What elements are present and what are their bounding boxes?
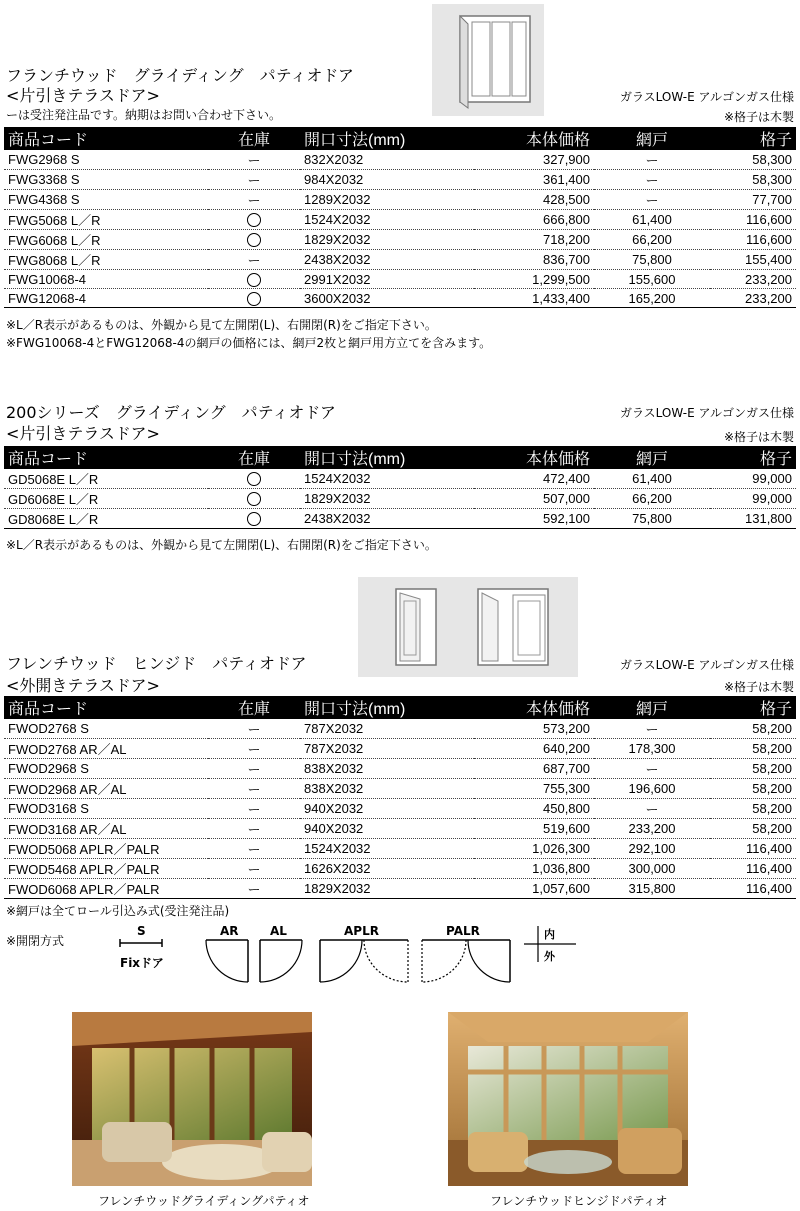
in-stock-mark	[247, 273, 261, 287]
cell-size: 832X2032	[300, 150, 474, 170]
cell-lattice: 58,200	[710, 779, 796, 799]
legend-palr-label: PALR	[446, 924, 480, 938]
al-swing-symbol	[258, 938, 304, 984]
header-price: 本体価格	[474, 446, 594, 469]
cell-stock: ー	[208, 150, 300, 170]
cell-stock: ー	[208, 839, 300, 859]
in-stock-mark	[247, 292, 261, 306]
cell-lattice: 58,300	[710, 150, 796, 170]
cell-screen: 300,000	[594, 859, 710, 879]
aplr-swing-symbol	[318, 938, 410, 984]
cell-price: 687,700	[474, 759, 594, 779]
cell-lattice: 58,300	[710, 170, 796, 190]
gliding-photo-caption: フレンチウッドグライディングパティオ	[98, 1194, 310, 1208]
table-row	[4, 759, 796, 779]
legend-fix-label: Fixドア	[120, 956, 164, 970]
cell-code: GD8068E L／R	[4, 509, 208, 529]
cell-size: 1524X2032	[300, 469, 474, 489]
table-row	[4, 719, 796, 739]
cell-screen: 196,600	[594, 779, 710, 799]
header-price: 本体価格	[474, 696, 594, 719]
table-row	[4, 230, 796, 250]
cell-price: 519,600	[474, 819, 594, 839]
cell-size: 1289X2032	[300, 190, 474, 210]
header-price: 本体価格	[474, 127, 594, 150]
table-row	[4, 270, 796, 289]
section1-footnote1: ※L／R表示があるものは、外観から見て左開閉(L)、右開閉(R)をご指定下さい。	[6, 318, 437, 332]
table-row	[4, 190, 796, 210]
table-row	[4, 819, 796, 839]
cell-code: FWOD6068 APLR／PALR	[4, 879, 208, 899]
table-row	[4, 779, 796, 799]
cell-price: 327,900	[474, 150, 594, 170]
cell-price: 666,800	[474, 210, 594, 230]
cell-lattice: 58,200	[710, 759, 796, 779]
cell-lattice: 77,700	[710, 190, 796, 210]
cell-lattice: 58,200	[710, 799, 796, 819]
cell-price: 592,100	[474, 509, 594, 529]
cell-size: 2438X2032	[300, 250, 474, 270]
table-row	[4, 799, 796, 819]
cell-lattice: 233,200	[710, 270, 796, 289]
cell-size: 1626X2032	[300, 859, 474, 879]
cell-code: FWOD2968 AR／AL	[4, 779, 208, 799]
cell-price: 1,026,300	[474, 839, 594, 859]
table-row	[4, 489, 796, 509]
cell-screen: 61,400	[594, 210, 710, 230]
cell-size: 984X2032	[300, 170, 474, 190]
cell-lattice: 58,200	[710, 719, 796, 739]
cell-stock	[208, 270, 300, 289]
cell-screen: 155,600	[594, 270, 710, 289]
cell-price: 507,000	[474, 489, 594, 509]
cell-size: 940X2032	[300, 799, 474, 819]
table-row	[4, 150, 796, 170]
cell-stock: ー	[208, 879, 300, 899]
cell-screen: 75,800	[594, 509, 710, 529]
cell-price: 361,400	[474, 170, 594, 190]
header-screen: 網戸	[594, 446, 710, 469]
cell-lattice: 116,600	[710, 210, 796, 230]
cell-stock	[208, 289, 300, 308]
cell-lattice: 116,400	[710, 879, 796, 899]
cell-stock: ー	[208, 250, 300, 270]
cell-price: 1,057,600	[474, 879, 594, 899]
cell-stock	[208, 230, 300, 250]
cell-size: 838X2032	[300, 779, 474, 799]
table-row	[4, 250, 796, 270]
cell-stock: ー	[208, 739, 300, 759]
gliding-door-image	[432, 4, 544, 116]
gliding-patio-photo	[72, 1012, 312, 1186]
cell-lattice: 131,800	[710, 509, 796, 529]
header-screen: 網戸	[594, 696, 710, 719]
header-stock: 在庫	[208, 696, 300, 719]
cell-screen: ー	[594, 799, 710, 819]
cell-lattice: 116,400	[710, 839, 796, 859]
cell-size: 787X2032	[300, 739, 474, 759]
hinged-door-image	[358, 577, 578, 677]
cell-screen: 233,200	[594, 819, 710, 839]
section1-spec: ガラスLOW-E アルゴンガス仕様	[620, 90, 794, 104]
cell-price: 718,200	[474, 230, 594, 250]
section1-table	[4, 127, 796, 308]
cell-stock: ー	[208, 779, 300, 799]
header-code: 商品コード	[4, 127, 208, 150]
cell-lattice: 99,000	[710, 489, 796, 509]
cell-screen: ー	[594, 719, 710, 739]
legend-aplr-label: APLR	[344, 924, 379, 938]
cell-price: 755,300	[474, 779, 594, 799]
cell-screen: 66,200	[594, 489, 710, 509]
section2-lattice-note: ※格子は木製	[723, 430, 794, 444]
header-size: 開口寸法(mm)	[300, 696, 474, 719]
cell-code: FWOD3168 S	[4, 799, 208, 819]
cell-screen: ー	[594, 759, 710, 779]
section3-title: フレンチウッド ヒンジド パティオドア	[6, 654, 307, 673]
table-row	[4, 739, 796, 759]
cell-price: 472,400	[474, 469, 594, 489]
cell-code: FWOD2968 S	[4, 759, 208, 779]
header-stock: 在庫	[208, 127, 300, 150]
cell-screen: 292,100	[594, 839, 710, 859]
cell-price: 450,800	[474, 799, 594, 819]
table-row	[4, 859, 796, 879]
header-lattice: 格子	[710, 446, 796, 469]
in-stock-mark	[247, 472, 261, 486]
header-code: 商品コード	[4, 446, 208, 469]
cell-code: FWOD2768 AR／AL	[4, 739, 208, 759]
table-row	[4, 509, 796, 529]
section2-table	[4, 446, 796, 529]
cell-size: 1829X2032	[300, 489, 474, 509]
cell-lattice: 99,000	[710, 469, 796, 489]
header-code: 商品コード	[4, 696, 208, 719]
cell-size: 1524X2032	[300, 210, 474, 230]
cell-code: FWOD5068 APLR／PALR	[4, 839, 208, 859]
cell-price: 1,036,800	[474, 859, 594, 879]
cell-stock: ー	[208, 859, 300, 879]
opening-legend	[0, 920, 800, 1000]
cell-screen: 66,200	[594, 230, 710, 250]
legend-label: ※開閉方式	[6, 934, 65, 948]
cell-price: 573,200	[474, 719, 594, 739]
table-header-row	[4, 696, 796, 719]
cell-stock: ー	[208, 759, 300, 779]
cell-size: 2438X2032	[300, 509, 474, 529]
cell-screen: ー	[594, 190, 710, 210]
cell-stock: ー	[208, 819, 300, 839]
table-header-row	[4, 446, 796, 469]
legend-inside-label: 内	[544, 928, 555, 941]
header-stock: 在庫	[208, 446, 300, 469]
cell-code: FWG3368 S	[4, 170, 208, 190]
section2-title: 200シリーズ グライディング パティオドア	[6, 403, 336, 422]
section1-order-note: ーは受注発注品です。納期はお問い合わせ下さい。	[6, 108, 282, 122]
fix-door-symbol	[118, 938, 164, 948]
table-row	[4, 469, 796, 489]
legend-s-label: S	[137, 924, 146, 938]
cell-code: GD6068E L／R	[4, 489, 208, 509]
cell-stock: ー	[208, 190, 300, 210]
cell-size: 1829X2032	[300, 230, 474, 250]
in-stock-mark	[247, 492, 261, 506]
hinged-patio-photo	[448, 1012, 688, 1186]
cell-price: 836,700	[474, 250, 594, 270]
table-row	[4, 839, 796, 859]
cell-code: FWG5068 L／R	[4, 210, 208, 230]
section2-subtitle: <片引きテラスドア>	[6, 424, 160, 443]
cell-code: FWG10068-4	[4, 270, 208, 289]
cell-screen: ー	[594, 170, 710, 190]
hinged-photo-caption: フレンチウッドヒンジドパティオ	[490, 1194, 668, 1208]
cell-price: 1,299,500	[474, 270, 594, 289]
cell-stock	[208, 489, 300, 509]
cell-screen: ー	[594, 150, 710, 170]
section2-footnote1: ※L／R表示があるものは、外観から見て左開閉(L)、右開閉(R)をご指定下さい。	[6, 538, 437, 552]
cell-size: 1524X2032	[300, 839, 474, 859]
table-row	[4, 879, 796, 899]
header-screen: 網戸	[594, 127, 710, 150]
section3-footnote1: ※網戸は全てロール引込み式(受注発注品)	[6, 904, 230, 918]
header-lattice: 格子	[710, 696, 796, 719]
table-row	[4, 210, 796, 230]
cell-stock: ー	[208, 170, 300, 190]
cell-price: 428,500	[474, 190, 594, 210]
cell-size: 940X2032	[300, 819, 474, 839]
section1-title: フランチウッド グライディング パティオドア	[6, 66, 354, 85]
cell-price: 640,200	[474, 739, 594, 759]
cell-stock	[208, 469, 300, 489]
cell-code: FWOD3168 AR／AL	[4, 819, 208, 839]
header-size: 開口寸法(mm)	[300, 127, 474, 150]
cell-screen: 75,800	[594, 250, 710, 270]
cell-size: 2991X2032	[300, 270, 474, 289]
legend-al-label: AL	[270, 924, 287, 938]
cell-stock	[208, 509, 300, 529]
cell-stock: ー	[208, 799, 300, 819]
cell-stock	[208, 210, 300, 230]
legend-ar-label: AR	[220, 924, 239, 938]
cell-code: FWG4368 S	[4, 190, 208, 210]
cell-code: GD5068E L／R	[4, 469, 208, 489]
cell-screen: 178,300	[594, 739, 710, 759]
cell-lattice: 233,200	[710, 289, 796, 308]
cell-code: FWG6068 L／R	[4, 230, 208, 250]
cell-lattice: 116,400	[710, 859, 796, 879]
cell-code: FWG8068 L／R	[4, 250, 208, 270]
section3-lattice-note: ※格子は木製	[723, 680, 794, 694]
cell-stock: ー	[208, 719, 300, 739]
table-row	[4, 170, 796, 190]
in-stock-mark	[247, 213, 261, 227]
cell-screen: 315,800	[594, 879, 710, 899]
cell-screen: 165,200	[594, 289, 710, 308]
cell-size: 1829X2032	[300, 879, 474, 899]
in-stock-mark	[247, 233, 261, 247]
cell-lattice: 58,200	[710, 819, 796, 839]
cell-lattice: 116,600	[710, 230, 796, 250]
section3-spec: ガラスLOW-E アルゴンガス仕様	[620, 658, 794, 672]
cell-price: 1,433,400	[474, 289, 594, 308]
cell-screen: 61,400	[594, 469, 710, 489]
section1-footnote2: ※FWG10068-4とFWG12068-4の網戸の価格には、網戸2枚と網戸用方立てを含みます。	[6, 336, 492, 350]
in-stock-mark	[247, 512, 261, 526]
cell-size: 787X2032	[300, 719, 474, 739]
section1-lattice-note: ※格子は木製	[723, 110, 794, 124]
palr-swing-symbol	[420, 938, 512, 984]
cell-code: FWG12068-4	[4, 289, 208, 308]
cell-code: FWG2968 S	[4, 150, 208, 170]
cell-code: FWOD5468 APLR／PALR	[4, 859, 208, 879]
header-size: 開口寸法(mm)	[300, 446, 474, 469]
cell-lattice: 58,200	[710, 739, 796, 759]
table-row	[4, 289, 796, 308]
legend-outside-label: 外	[544, 950, 555, 963]
cell-code: FWOD2768 S	[4, 719, 208, 739]
table-header-row	[4, 127, 796, 150]
section3-subtitle: <外開きテラスドア>	[6, 676, 160, 695]
section2-spec: ガラスLOW-E アルゴンガス仕様	[620, 406, 794, 420]
cell-lattice: 155,400	[710, 250, 796, 270]
section3-table	[4, 696, 796, 899]
cell-size: 838X2032	[300, 759, 474, 779]
cell-size: 3600X2032	[300, 289, 474, 308]
header-lattice: 格子	[710, 127, 796, 150]
section1-subtitle: <片引きテラスドア>	[6, 86, 160, 105]
ar-swing-symbol	[204, 938, 250, 984]
